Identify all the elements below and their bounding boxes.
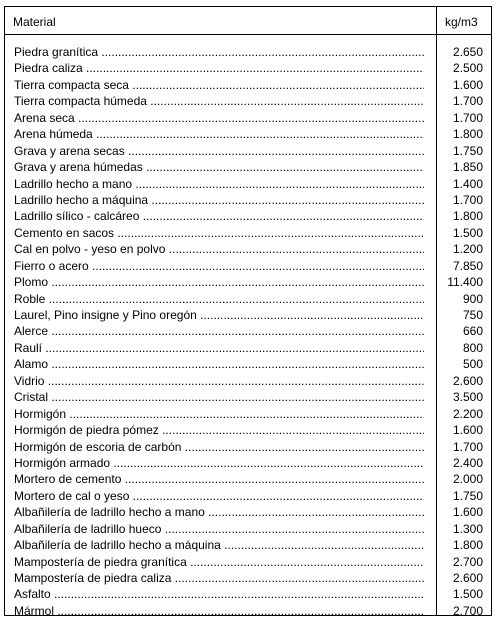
density-value: 2.600 xyxy=(452,571,483,585)
material-name: Plomo ..... xyxy=(14,274,424,290)
material-name: Arena seca ..... xyxy=(14,110,424,126)
table-row xyxy=(5,274,491,290)
table-row xyxy=(5,323,491,339)
material-name: Tierra compacta seca ..... xyxy=(14,77,424,93)
material-name: Ladrillo sílico - calcáreo ..... xyxy=(14,208,424,224)
density-value: 1.200 xyxy=(452,242,483,257)
material-name: Mortero de cemento ..... xyxy=(14,471,424,487)
material-name: Raulí ..... xyxy=(14,340,424,356)
table-row xyxy=(5,603,491,619)
material-name: Grava y arena secas ..... xyxy=(14,143,424,159)
table-row xyxy=(5,192,491,208)
table-row xyxy=(5,291,491,307)
density-value: 2.200 xyxy=(452,406,483,421)
material-name: Tierra compacta húmeda ..... xyxy=(14,93,424,109)
density-value: 2.700 xyxy=(452,554,483,569)
table-row xyxy=(5,60,491,76)
material-name: Mampostería de piedra caliza ..... xyxy=(14,570,424,586)
material-name: Laurel, Pino insigne y Pino oregón ..... xyxy=(14,307,424,323)
table-row xyxy=(5,471,491,487)
table-row xyxy=(5,307,491,323)
density-value: 2.000 xyxy=(452,472,483,487)
density-value: 800 xyxy=(462,340,483,355)
density-value: 660 xyxy=(462,324,483,339)
table-row xyxy=(5,554,491,570)
material-name: Arena húmeda ..... xyxy=(14,126,424,142)
density-value: 1.700 xyxy=(452,110,483,125)
material-name: Mármol ..... xyxy=(14,603,424,619)
table-row xyxy=(5,159,491,175)
table-row xyxy=(5,126,491,142)
density-value: 2.400 xyxy=(452,455,483,470)
density-value: 1.750 xyxy=(452,143,483,158)
density-value: 2.500 xyxy=(452,61,483,76)
material-name: Ladrillo hecho a máquina ..... xyxy=(14,192,424,208)
table-row xyxy=(5,373,491,389)
table-row xyxy=(5,241,491,257)
header-unit: kg/m3 xyxy=(445,15,478,29)
table-row xyxy=(5,143,491,159)
material-name: Asfalto ..... xyxy=(14,586,424,602)
table-row xyxy=(5,258,491,274)
density-table xyxy=(4,6,492,616)
density-value: 750 xyxy=(462,308,483,322)
table-row xyxy=(5,356,491,372)
material-name: Albañilería de ladrillo hecho a máquina ..... xyxy=(14,537,424,553)
density-value: 1.500 xyxy=(452,225,483,240)
table-body xyxy=(5,44,491,619)
density-value: 2.650 xyxy=(452,45,483,59)
material-name: Grava y arena húmedas ..... xyxy=(14,159,424,175)
table-row xyxy=(5,44,491,60)
table-row xyxy=(5,77,491,93)
material-name: Mortero de cal o yeso ..... xyxy=(14,488,424,504)
material-name: Roble ..... xyxy=(14,291,424,307)
material-name: Albañilería de ladrillo hueco ..... xyxy=(14,521,424,537)
table-row xyxy=(5,110,491,126)
density-value: 1.600 xyxy=(452,505,483,520)
material-name: Cristal ..... xyxy=(14,389,424,405)
table-row xyxy=(5,537,491,553)
table-header xyxy=(5,7,491,35)
material-name: Hormigón de piedra pómez ..... xyxy=(14,422,424,438)
table-row xyxy=(5,455,491,471)
density-value: 1.700 xyxy=(452,192,483,207)
material-name: Hormigón armado ..... xyxy=(14,455,424,471)
material-name: Cal en polvo - yeso en polvo ..... xyxy=(14,241,424,257)
density-value: 1.500 xyxy=(452,587,483,602)
density-value: 900 xyxy=(462,291,483,306)
material-name: Alamo ..... xyxy=(14,356,424,372)
density-value: 1.600 xyxy=(452,423,483,438)
material-name: Piedra granítica ..... xyxy=(14,44,424,60)
material-name: Albañilería de ladrillo hecho a mano ..... xyxy=(14,504,424,520)
material-name: Ladrillo hecho a mano ..... xyxy=(14,176,424,192)
table-row xyxy=(5,406,491,422)
material-name: Alerce ..... xyxy=(14,323,424,339)
density-value: 1.700 xyxy=(452,439,483,454)
table-row xyxy=(5,422,491,438)
table-row xyxy=(5,93,491,109)
material-name: Mampostería de piedra granítica ..... xyxy=(14,554,424,570)
table-row xyxy=(5,504,491,520)
material-name: Piedra caliza ..... xyxy=(14,60,424,76)
table-row xyxy=(5,570,491,586)
density-value: 3.500 xyxy=(452,390,483,405)
table-row xyxy=(5,208,491,224)
table-row xyxy=(5,225,491,241)
material-name: Hormigón ..... xyxy=(14,406,424,422)
table-row xyxy=(5,439,491,455)
density-value: 1.800 xyxy=(452,127,483,142)
density-value: 1.700 xyxy=(452,94,483,109)
density-value: 1.300 xyxy=(452,521,483,536)
table-row xyxy=(5,389,491,405)
material-name: Hormigón de escoria de carbón ..... xyxy=(14,439,424,455)
density-value: 11.400 xyxy=(447,275,483,290)
density-value: 1.400 xyxy=(452,176,483,191)
density-value: 1.750 xyxy=(452,488,483,503)
density-value: 500 xyxy=(462,357,483,372)
table-row xyxy=(5,488,491,504)
material-name: Cemento en sacos ..... xyxy=(14,225,424,241)
density-value: 1.850 xyxy=(452,160,483,175)
header-material: Material xyxy=(13,15,56,29)
density-value: 2.700 xyxy=(452,603,483,618)
table-row xyxy=(5,176,491,192)
material-name: Fierro o acero ..... xyxy=(14,258,424,274)
density-value: 7.850 xyxy=(452,258,483,273)
density-value: 2.600 xyxy=(452,373,483,388)
table-row xyxy=(5,340,491,356)
table-row xyxy=(5,521,491,537)
density-value: 1.800 xyxy=(452,538,483,553)
density-value: 1.800 xyxy=(452,209,483,224)
density-value: 1.600 xyxy=(452,77,483,92)
material-name: Vidrio ..... xyxy=(14,373,424,389)
table-row xyxy=(5,586,491,602)
